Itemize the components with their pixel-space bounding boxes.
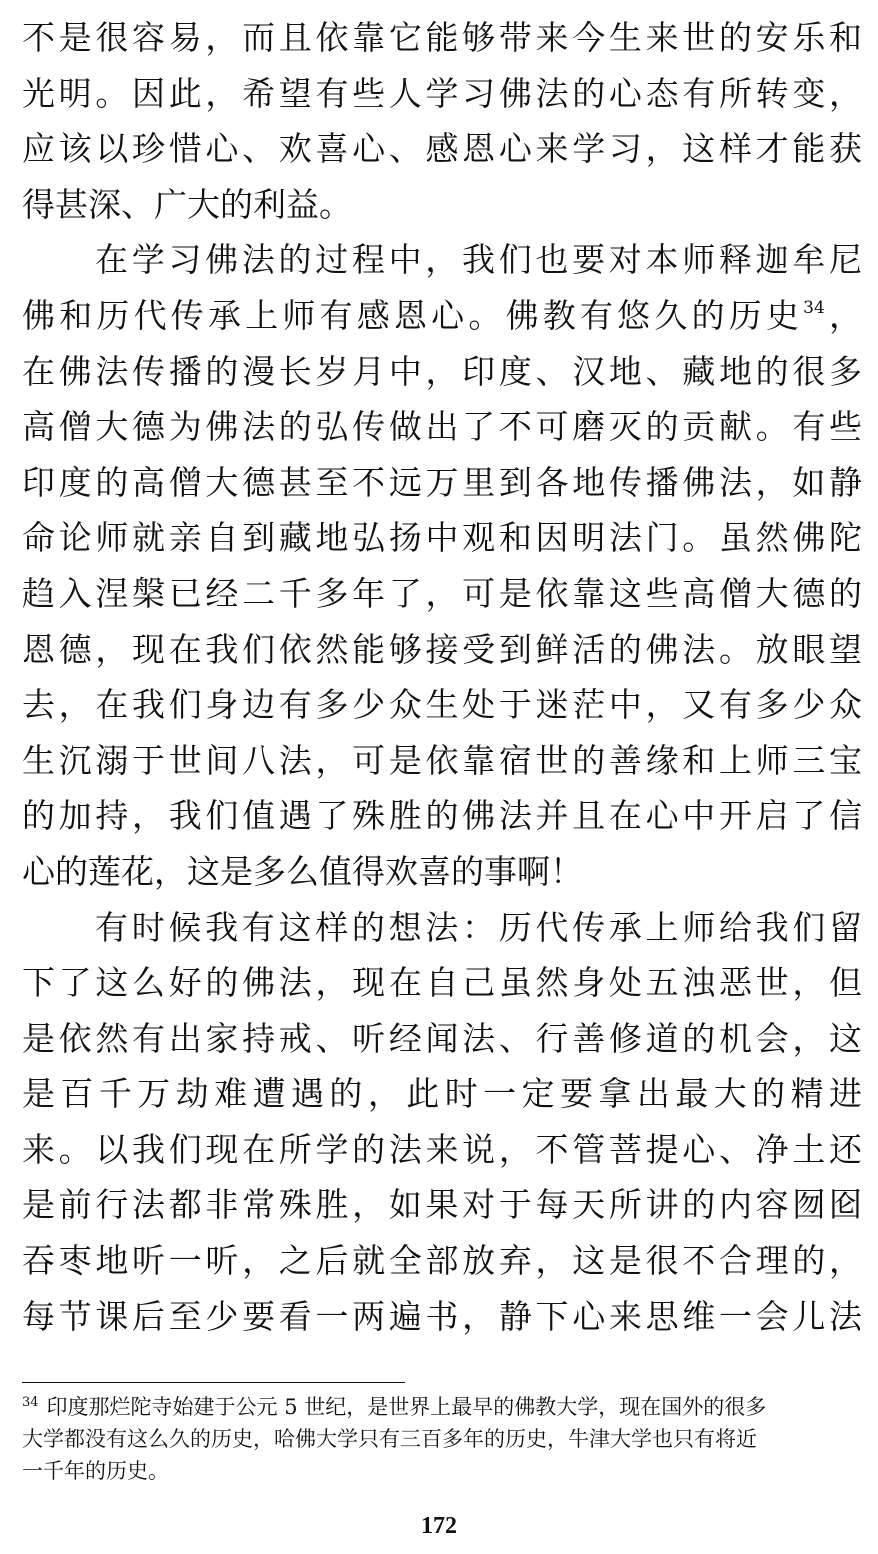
- text-line: 是前行法都非常殊胜，如果对于每天所讲的内容囫囵: [22, 1185, 862, 1225]
- text-line: 印度的高僧大德甚至不远万里到各地传播佛法，如静: [22, 462, 862, 502]
- text-line: 的加持，我们值遇了殊胜的佛法并且在心中开启了信: [22, 796, 862, 836]
- text-line: 趋入涅槃已经二千多年了，可是依靠这些高僧大德的: [22, 573, 862, 613]
- text-line: 去，在我们身边有多少众生处于迷茫中，又有多少众: [22, 685, 862, 725]
- footnote-separator: [22, 1382, 405, 1383]
- text-line: 光明。因此，希望有些人学习佛法的心态有所转变，: [22, 73, 862, 113]
- paragraph-start-line: 有时候我有这样的想法：历代传承上师给我们留: [95, 907, 862, 947]
- text-line: 每节课后至少要看一两遍书，静下心来思维一会儿法: [22, 1296, 862, 1336]
- footnote: [22, 1391, 862, 1487]
- text-segment: 佛和历代传承上师有感恩心。佛教有悠久的历史: [22, 295, 804, 335]
- text-line: 命论师就亲自到藏地弘扬中观和因明法门。虽然佛陀: [22, 518, 862, 558]
- text-line: 吞枣地听一听，之后就全部放弃，这是很不合理的，: [22, 1241, 862, 1281]
- footnote-reference[interactable]: 34: [803, 297, 825, 318]
- text-segment: ，: [824, 295, 862, 335]
- footnote-line: [22, 1391, 862, 1423]
- page-number: 172: [421, 1513, 457, 1539]
- text-line: 不是很容易，而且依靠它能够带来今生来世的安乐和: [22, 18, 862, 57]
- text-line: 高僧大德为佛法的弘传做出了不可磨灭的贡献。有些: [22, 407, 862, 447]
- text-line: 应该以珍惜心、欢喜心、感恩心来学习，这样才能获: [22, 129, 862, 169]
- text-line: 是百千万劫难遭遇的，此时一定要拿出最大的精进: [22, 1074, 862, 1114]
- footnote-number: 34: [22, 1395, 39, 1410]
- text-line: 心的莲花，这是多么值得欢喜的事啊！: [22, 851, 583, 891]
- text-line: 得甚深、广大的利益。: [22, 184, 352, 224]
- text-line: 恩德，现在我们依然能够接受到鲜活的佛法。放眼望: [22, 629, 862, 669]
- text-line: 在佛法传播的漫长岁月中，印度、汉地、藏地的很多: [22, 351, 862, 391]
- text-line: 是依然有出家持戒、听经闻法、行善修道的机会，这: [22, 1018, 862, 1058]
- text-line: 生沉溺于世间八法，可是依靠宿世的善缘和上师三宝: [22, 740, 862, 780]
- footnote-line: 一千年的历史。: [22, 1459, 169, 1483]
- body-text: [22, 10, 862, 1344]
- text-line: 来。以我们现在所学的法来说，不管菩提心、净土还: [22, 1129, 862, 1169]
- text-line-with-footnote-ref: [22, 288, 862, 344]
- paragraph-start-line: 在学习佛法的过程中，我们也要对本师释迦牟尼: [95, 240, 862, 280]
- footnote-text: 印度那烂陀寺始建于公元 5 世纪，是世界上最早的佛教大学，现在国外的很多: [46, 1395, 767, 1419]
- footnote-line: 大学都没有这么久的历史，哈佛大学只有三百多年的历史，牛津大学也只有将近: [22, 1427, 757, 1451]
- text-line: 下了这么好的佛法，现在自己虽然身处五浊恶世，但: [22, 963, 862, 1003]
